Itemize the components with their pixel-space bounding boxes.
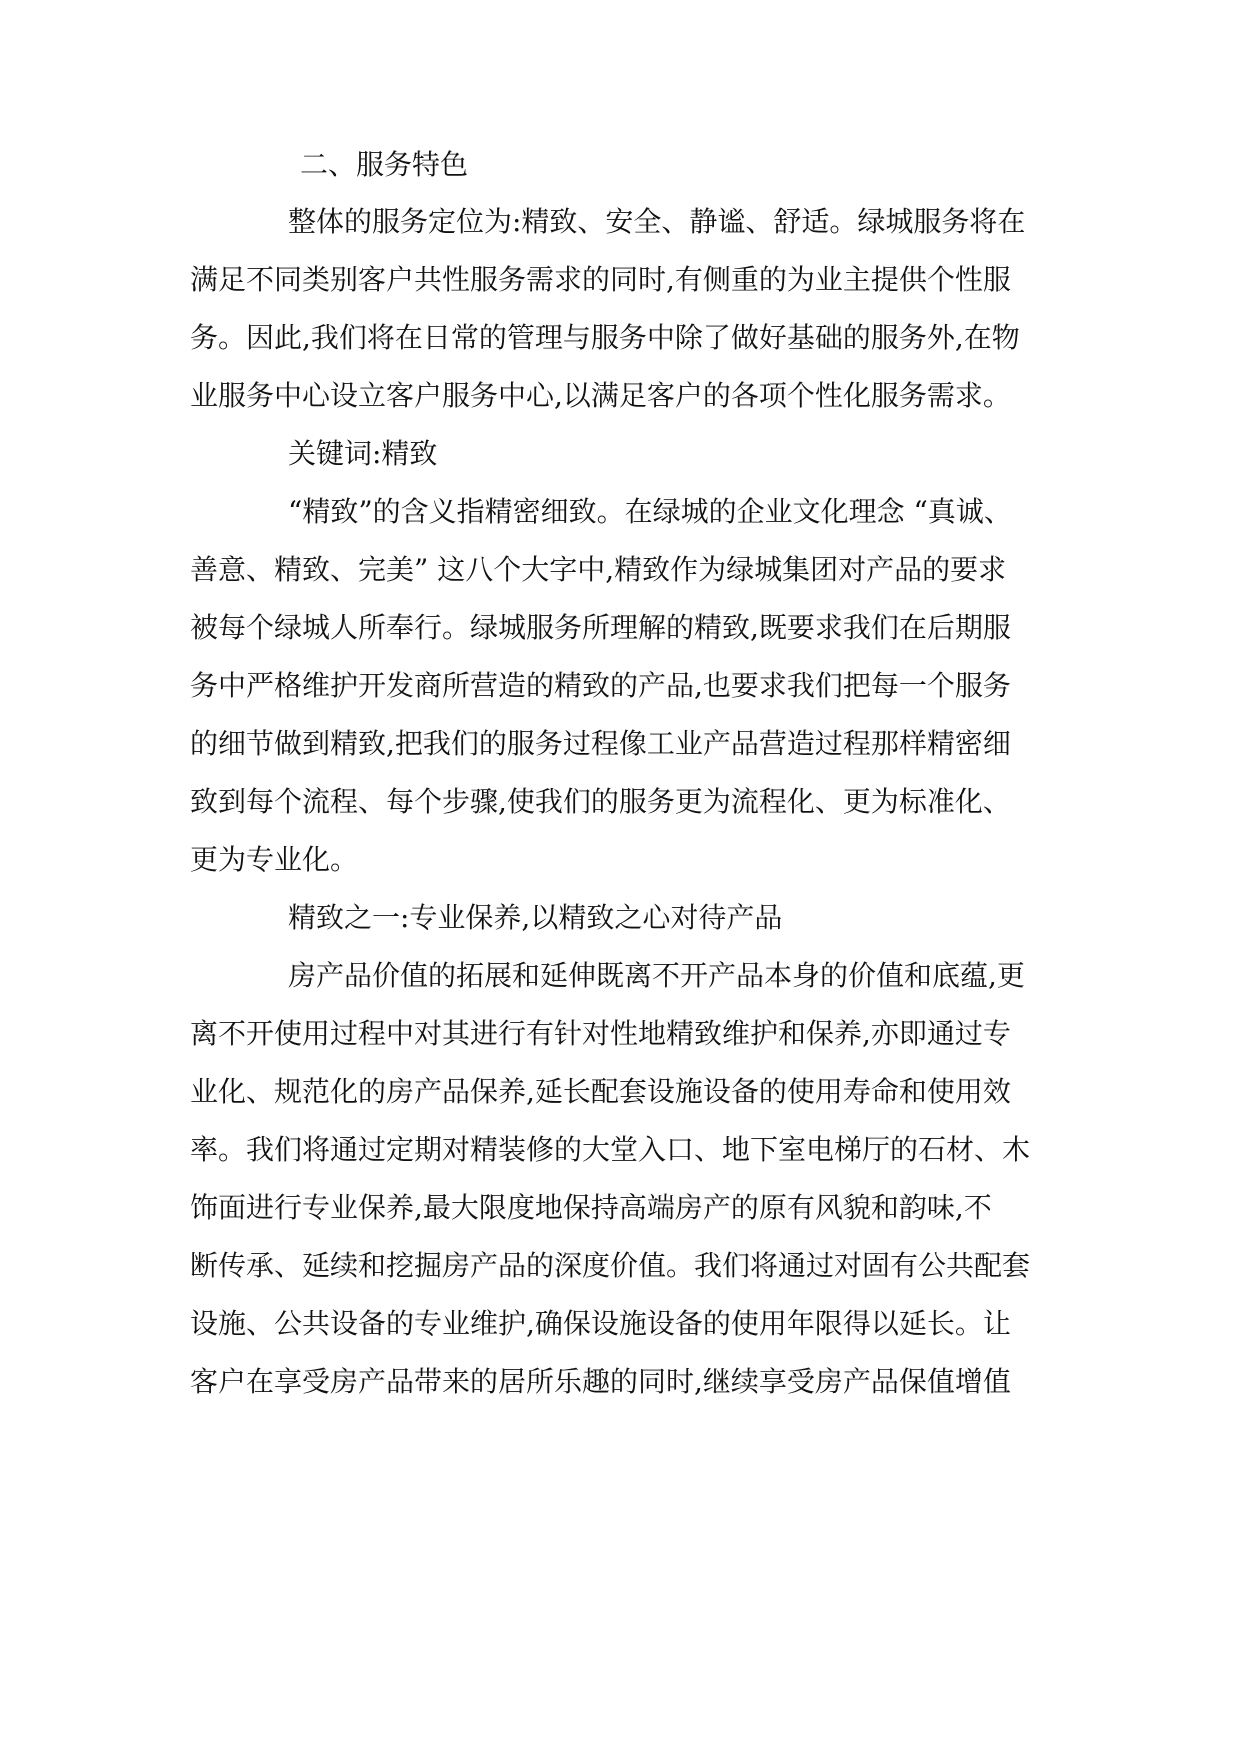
subheading-line: 精致之一:专业保养,以精致之心对待产品 xyxy=(288,901,783,934)
paragraph-line: 设施、公共设备的专业维护,确保设施设备的使用年限得以延长。让 xyxy=(190,1307,1011,1340)
paragraph-line: 客户在享受房产品带来的居所乐趣的同时,继续享受房产品保值增值 xyxy=(190,1365,1011,1398)
paragraph-line: 业服务中心设立客户服务中心,以满足客户的各项个性化服务需求。 xyxy=(190,379,1011,412)
paragraph-line: 离不开使用过程中对其进行有针对性地精致维护和保养,亦即通过专 xyxy=(190,1017,1011,1050)
paragraph-line: 房产品价值的拓展和延伸既离不开产品本身的价值和底蕴,更 xyxy=(288,959,1025,992)
paragraph-line: 致到每个流程、每个步骤,使我们的服务更为流程化、更为标准化、 xyxy=(190,785,1011,818)
paragraph-line: 断传承、延续和挖掘房产品的深度价值。我们将通过对固有公共配套 xyxy=(190,1249,1031,1282)
paragraph-line: 的细节做到精致,把我们的服务过程像工业产品营造过程那样精密细 xyxy=(190,727,1011,760)
keyword-line: 关键词:精致 xyxy=(288,437,438,470)
paragraph-line: 务。因此,我们将在日常的管理与服务中除了做好基础的服务外,在物 xyxy=(190,321,1020,354)
paragraph-line: 更为专业化。 xyxy=(190,843,359,876)
paragraph-line: 率。我们将通过定期对精装修的大堂入口、地下室电梯厅的石材、木 xyxy=(190,1133,1031,1166)
section-heading: 二、服务特色 xyxy=(300,148,469,181)
paragraph-line: 满足不同类别客户共性服务需求的同时,有侧重的为业主提供个性服 xyxy=(190,263,1011,296)
paragraph-line: 善意、精致、完美” 这八个大字中,精致作为绿城集团对产品的要求 xyxy=(190,553,1007,586)
paragraph-line: 务中严格维护开发商所营造的精致的产品,也要求我们把每一个服务 xyxy=(190,669,1011,702)
paragraph-line: 饰面进行专业保养,最大限度地保持高端房产的原有风貌和韵味,不 xyxy=(190,1191,992,1224)
paragraph-line: 被每个绿城人所奉行。绿城服务所理解的精致,既要求我们在后期服 xyxy=(190,611,1011,644)
paragraph-line: 业化、规范化的房产品保养,延长配套设施设备的使用寿命和使用效 xyxy=(190,1075,1011,1108)
paragraph-line: 整体的服务定位为:精致、安全、静谧、舒适。绿城服务将在 xyxy=(288,205,1026,238)
paragraph-line: “精致”的含义指精密细致。在绿城的企业文化理念 “真诚、 xyxy=(288,495,1012,528)
